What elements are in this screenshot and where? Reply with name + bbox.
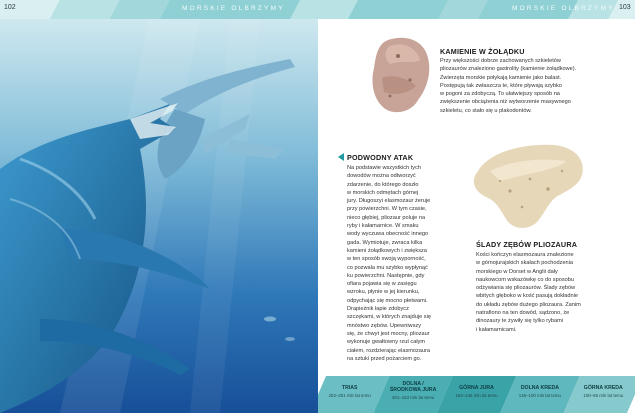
- text-line: szkieletu, co stało się u plakodontów.: [440, 107, 532, 114]
- text-line: wbitych głęboko w kość pasują dokładnie: [476, 293, 578, 300]
- text-line: nieco głębiej, pliozaur poluje na: [347, 214, 426, 221]
- bitten-bone-image: [470, 141, 588, 231]
- right-page: [318, 19, 635, 413]
- text-line: pliozaurów znaleziono gastrolity (kamienie żołądkowe).: [440, 66, 577, 73]
- text-line: przy powierzchni. W tym czasie,: [347, 206, 427, 213]
- text-line: Na podstawie wszystkich tych: [347, 165, 421, 171]
- stones-text: [440, 57, 625, 115]
- text-line: odpychając się mocno płetwami.: [347, 297, 428, 304]
- text-line: Postępują tak zwłaszcza te, które pływają szybko: [440, 82, 562, 89]
- stones-heading: KAMIENIE W ŻOŁĄDKU: [440, 47, 525, 56]
- text-line: szczękami, w których znajduje się: [347, 314, 431, 321]
- text-line: i kałamarnicami.: [476, 326, 517, 333]
- left-page-number: 102: [4, 4, 16, 11]
- timeline-period: [572, 376, 635, 413]
- text-line: w pogoni za zdobyczą. To ułatwiejszy sposób na: [440, 91, 560, 98]
- right-page-header: [318, 0, 635, 19]
- text-line: na sztuki przed pożarciem go.: [347, 355, 422, 362]
- timeline-period-dates: 145–100 mln lat temu: [518, 393, 561, 398]
- text-line: ryby i kałamarnice. W smaku: [347, 223, 419, 230]
- right-header-title: MORSKIE OLBRZYMY: [512, 5, 615, 12]
- text-line: wykonuje gwałtowny rzut całym: [347, 339, 426, 346]
- left-page-header: [0, 0, 318, 19]
- text-line: się, że chwyt jest mocny, pliozaur: [347, 330, 430, 337]
- bite-text: [476, 251, 626, 334]
- text-line: morskiego w Dorset w Anglii dały: [476, 268, 558, 275]
- text-line: zwiększenie obciążenia niż wytworzenie masywnego: [440, 99, 571, 106]
- text-line: w górnojurajskich skałach pochodzenia: [476, 260, 574, 267]
- text-line: co pozwala mu szybko wypłynąć: [347, 264, 428, 271]
- text-line: Zwierzęta morskie połykają kamienie jako balast.: [440, 74, 562, 81]
- text-line: w ten sposób swoją wyporność,: [347, 256, 426, 263]
- text-line: gada. Wymiotuje, zwraca kilka: [347, 239, 423, 246]
- text-line: odżywiania się pliozaurów. Ślady zębów: [476, 285, 576, 292]
- bite-heading: ŚLADY ZĘBÓW PLIOZAURA: [476, 240, 578, 249]
- timeline-period: [381, 376, 444, 413]
- text-line: jury. Długoszyi elasmozaur żeruje: [347, 198, 431, 205]
- text-line: mnóstwo zębów. Upewniwszy: [347, 322, 421, 329]
- text-line: dowodów można odtworzyć: [347, 173, 416, 180]
- timeline-period-name: TRIAS: [341, 385, 358, 391]
- timeline-period-name: DOLNA / ŚRODKOWA JURA: [389, 381, 437, 393]
- timeline-period-dates: 100–66 mln lat temu: [583, 393, 624, 398]
- text-line: Kości kończyn elasmozaura znalezione: [476, 252, 574, 258]
- text-line: kamieni żołądkowych i zwiększa: [347, 247, 427, 254]
- timeline-period: [318, 376, 381, 413]
- text-line: Drapieżnik łapie zdobycz: [347, 306, 409, 313]
- text-line: wzroku, płynie w jej kierunku,: [347, 289, 420, 296]
- pliosaur-attack-illustration: [0, 19, 318, 413]
- timeline-period-name: GÓRNA KREDA: [583, 385, 623, 391]
- text-line: ciałem, rozdzierając elasmozaura: [347, 347, 431, 354]
- text-line: zdarzenie, do którego doszło: [347, 181, 419, 188]
- timeline-period-name: GÓRNA JURA: [459, 385, 494, 391]
- text-line: ku powierzchni. Następnie, gdy: [347, 272, 425, 279]
- text-line: Przy większości dobrze zachowanych szkieletów: [440, 58, 561, 64]
- left-header-title: MORSKIE OLBRZYMY: [182, 5, 285, 12]
- text-line: do układu zębów dużego pliozaura. Zanim: [476, 301, 581, 308]
- right-page-number: 103: [619, 4, 631, 11]
- text-line: dinozaury te żywiły się tylko rybami: [476, 318, 564, 325]
- timeline-period: [445, 376, 508, 413]
- timeline-period: [508, 376, 571, 413]
- timeline-period-name: DOLNA KREDA: [520, 385, 559, 391]
- gastrolith-stone-image: [368, 34, 434, 116]
- attack-text: [347, 164, 477, 363]
- timeline-period-dates: 252–201 mln lat temu: [328, 393, 371, 398]
- section-marker-icon: [338, 153, 344, 161]
- timeline-period-dates: 201–163 mln lat temu: [391, 395, 435, 400]
- text-line: ofiara pojawia się w zasięgu: [347, 281, 417, 288]
- geologic-timeline: [318, 376, 635, 413]
- text-line: wody wyczuwa obecność innego: [347, 231, 429, 238]
- text-line: w morskich odmętach górnej: [347, 189, 419, 196]
- attack-heading: PODWODNY ATAK: [347, 153, 414, 162]
- timeline-period-dates: 163–146 mln lat temu: [455, 393, 498, 398]
- text-line: naukowcom wskazówkę co do sposobu: [476, 276, 574, 283]
- text-line: natrafiono na ten dowód, sądzono, że: [476, 310, 570, 317]
